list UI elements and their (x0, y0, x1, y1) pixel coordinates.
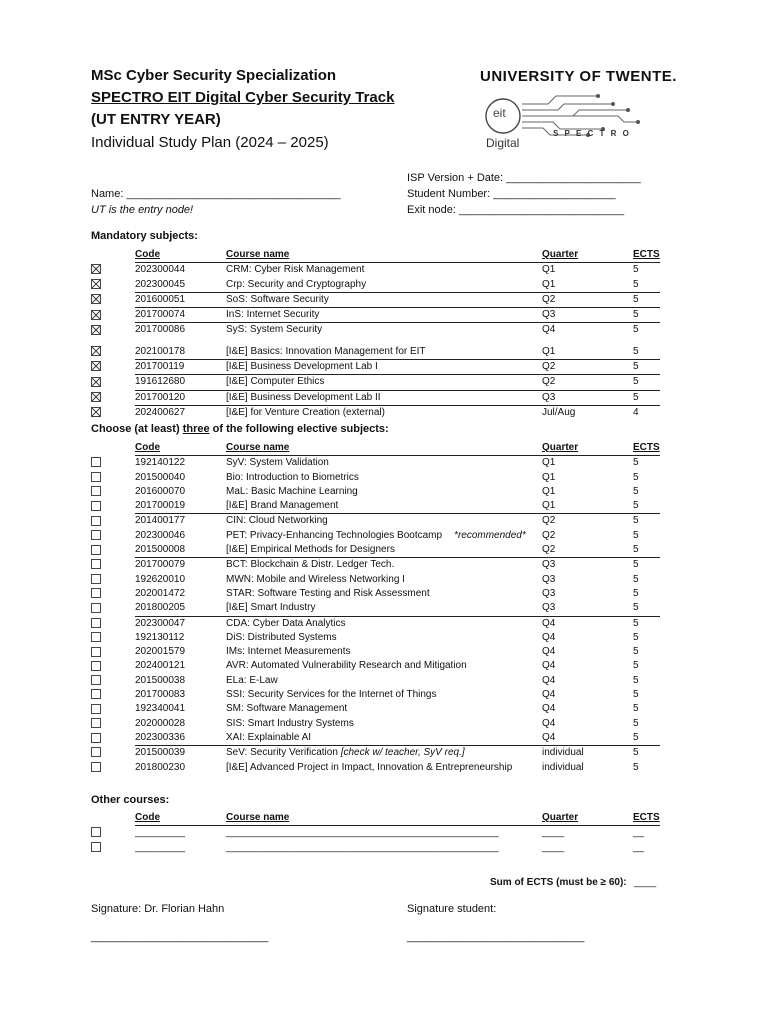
course-name: MWN: Mobile and Wireless Networking I (226, 573, 405, 585)
course-quarter: Jul/Aug (542, 406, 576, 418)
course-ects: 5 (633, 660, 639, 672)
table-row (91, 278, 660, 293)
checkbox[interactable] (91, 661, 101, 671)
course-name: IMs: Internet Measurements (226, 646, 351, 658)
table-row (91, 345, 660, 360)
col-code-header: Code (135, 441, 226, 456)
course-code: 202300044 (135, 264, 186, 276)
course-code: 202400121 (135, 660, 186, 672)
course-code: 201700120 (135, 390, 226, 405)
table-row (91, 558, 660, 573)
course-quarter: Q4 (542, 674, 556, 686)
course-ects-blank[interactable]: __ (633, 841, 645, 853)
checkbox[interactable] (91, 842, 101, 852)
checkbox-checked[interactable] (91, 377, 101, 387)
checkbox-checked[interactable] (91, 310, 101, 320)
checkbox[interactable] (91, 501, 101, 511)
course-name: SeV: Security Verification [check w/ teacher, SyV req.] (226, 747, 465, 759)
course-quarter: Q2 (542, 529, 556, 541)
course-code-blank[interactable]: _________ (135, 827, 186, 839)
table-row (91, 826, 660, 841)
checkbox[interactable] (91, 747, 101, 757)
course-code: 201600070 (135, 485, 186, 497)
course-quarter: Q2 (542, 543, 633, 558)
table-header-row (91, 441, 660, 456)
course-quarter: Q1 (542, 278, 633, 293)
university-name: UNIVERSITY OF TWENTE. (480, 68, 677, 85)
course-code: 201800205 (135, 601, 226, 616)
checkbox-checked[interactable] (91, 325, 101, 335)
checkbox[interactable] (91, 689, 101, 699)
col-quarter-header: Quarter (542, 441, 633, 456)
course-code: 192340041 (135, 703, 186, 715)
course-quarter: Q4 (542, 731, 633, 746)
course-name: SSI: Security Services for the Internet of Things (226, 689, 437, 701)
table-row (91, 631, 660, 645)
course-quarter: individual (542, 761, 584, 773)
checkbox[interactable] (91, 632, 101, 642)
checkbox-checked[interactable] (91, 279, 101, 289)
course-ects: 5 (633, 761, 639, 773)
course-name: [I&E] Computer Ethics (226, 375, 542, 390)
course-quarter: Q4 (542, 631, 556, 643)
course-code: 201800230 (135, 761, 186, 773)
checkbox[interactable] (91, 647, 101, 657)
course-quarter: Q3 (542, 587, 556, 599)
course-name: SIS: Smart Industry Systems (226, 717, 354, 729)
table-header-row (91, 811, 660, 826)
course-ects: 5 (633, 559, 639, 571)
course-name: [I&E] Smart Industry (226, 601, 542, 616)
table-row (91, 761, 660, 775)
course-ects: 5 (633, 485, 639, 497)
course-code: 191612680 (135, 375, 226, 390)
table-row (91, 543, 660, 558)
course-name: CDA: Cyber Data Analytics (226, 617, 346, 629)
table-row (91, 471, 660, 485)
course-quarter: Q3 (542, 573, 556, 585)
course-ects: 5 (633, 292, 660, 307)
course-ects: 5 (633, 689, 639, 701)
course-name: [I&E] for Venture Creation (external) (226, 406, 385, 418)
col-code-header: Code (135, 248, 226, 263)
course-name: [I&E] Brand Management (226, 499, 542, 514)
course-name-blank[interactable]: _________________________________________________ (226, 827, 499, 839)
course-ects: 5 (633, 529, 639, 541)
course-quarter: Q3 (542, 601, 633, 616)
course-quarter: Q2 (542, 515, 556, 527)
course-name: DiS: Distributed Systems (226, 631, 337, 643)
course-code: 201700083 (135, 689, 186, 701)
course-quarter-blank[interactable]: ____ (542, 841, 565, 853)
col-name-header: Course name (226, 811, 542, 826)
course-ects: 5 (633, 471, 639, 483)
col-ects-header: ECTS (633, 248, 660, 263)
table-row (91, 499, 660, 514)
course-name: MaL: Basic Machine Learning (226, 485, 358, 497)
course-ects: 5 (633, 617, 639, 629)
course-name: [I&E] Business Development Lab II (226, 390, 542, 405)
course-quarter: Q4 (542, 324, 556, 336)
course-ects: 5 (633, 543, 660, 558)
signature-supervisor-line[interactable]: _____________________________ (91, 931, 269, 943)
checkbox[interactable] (91, 827, 101, 837)
table-row (91, 587, 660, 601)
course-code: 201700119 (135, 360, 226, 375)
checkbox[interactable] (91, 762, 101, 772)
course-quarter: Q1 (542, 471, 556, 483)
checkbox[interactable] (91, 603, 101, 613)
ects-sum-field[interactable]: ____ (634, 877, 657, 888)
course-ects: 5 (633, 703, 639, 715)
col-quarter-header: Quarter (542, 811, 633, 826)
course-quarter: Q2 (542, 375, 633, 390)
checkbox-checked[interactable] (91, 407, 101, 417)
course-quarter: Q2 (542, 292, 633, 307)
course-code: 202300047 (135, 617, 186, 629)
table-row (91, 308, 660, 323)
course-quarter: Q2 (542, 360, 633, 375)
checkbox-checked[interactable] (91, 346, 101, 356)
course-name: [I&E] Empirical Methods for Designers (226, 543, 542, 558)
course-name-blank[interactable]: _________________________________________________ (226, 841, 499, 853)
course-code: 192140122 (135, 457, 186, 469)
exit-node-field[interactable]: Exit node: ___________________________ (407, 204, 625, 216)
course-ects: 5 (633, 674, 639, 686)
course-name: STAR: Software Testing and Risk Assessment (226, 587, 430, 599)
course-code: 201500039 (135, 747, 186, 759)
course-code: 202001579 (135, 646, 186, 658)
digital-text: Digital (486, 136, 520, 150)
signature-student-label: Signature student: (407, 903, 497, 915)
col-ects-header: ECTS (633, 441, 660, 456)
table-row (91, 375, 660, 390)
checkbox[interactable] (91, 486, 101, 496)
course-quarter: Q1 (542, 485, 556, 497)
table-row (91, 746, 660, 761)
checkbox-checked[interactable] (91, 264, 101, 274)
other-courses-table (91, 811, 660, 855)
course-ects: 5 (633, 573, 639, 585)
course-quarter: Q1 (542, 264, 556, 276)
course-code: 201700079 (135, 559, 186, 571)
table-row (91, 323, 660, 338)
table-header-row (91, 248, 660, 263)
course-name: XAI: Explainable AI (226, 731, 542, 746)
col-code-header: Code (135, 811, 226, 826)
table-row (91, 360, 660, 375)
table-row (91, 573, 660, 587)
course-code: 202400627 (135, 406, 186, 418)
checkbox-checked[interactable] (91, 361, 101, 371)
course-ects: 5 (633, 717, 639, 729)
col-quarter-header: Quarter (542, 248, 633, 263)
course-ects: 5 (633, 731, 660, 746)
course-name: CIN: Cloud Networking (226, 515, 328, 527)
course-ects: 5 (633, 345, 660, 360)
other-courses-title: Other courses: (91, 794, 170, 806)
course-quarter: Q4 (542, 646, 556, 658)
course-ects: 5 (633, 390, 660, 405)
checkbox[interactable] (91, 530, 101, 540)
name-field[interactable]: Name: ___________________________________ (91, 188, 341, 200)
isp-version-field[interactable]: ISP Version + Date: ______________________ (407, 172, 641, 184)
signature-student-line[interactable]: _____________________________ (407, 931, 585, 943)
course-quarter: Q4 (542, 660, 556, 672)
course-name: PET: Privacy-Enhancing Technologies Bootcamp *recommended* (226, 529, 526, 541)
recommended-tag: *recommended* (454, 529, 526, 541)
course-quarter: Q1 (542, 499, 633, 514)
course-name: SyV: System Validation (226, 457, 329, 469)
table-row (91, 674, 660, 688)
table-row (91, 292, 660, 307)
course-ects: 5 (633, 375, 660, 390)
checkbox-checked[interactable] (91, 294, 101, 304)
course-quarter: Q4 (542, 617, 556, 629)
table-row (91, 485, 660, 499)
course-ects: 5 (633, 457, 639, 469)
course-ects-blank[interactable]: __ (633, 827, 645, 839)
elective-title: Choose (at least) three of the following elective subjects: (91, 423, 389, 435)
checkbox[interactable] (91, 574, 101, 584)
course-quarter: Q3 (542, 308, 633, 323)
doc-title-line3: (UT ENTRY YEAR) (91, 111, 221, 128)
table-row (91, 390, 660, 405)
table-row (91, 841, 660, 855)
col-ects-header: ECTS (633, 811, 660, 826)
course-name: Crp: Security and Cryptography (226, 278, 542, 293)
course-name: InS: Internet Security (226, 308, 542, 323)
course-quarter: Q3 (542, 390, 633, 405)
mandatory-title: Mandatory subjects: (91, 230, 198, 242)
mandatory-table (91, 248, 660, 420)
course-ects: 5 (633, 499, 660, 514)
course-name: ELa: E-Law (226, 674, 278, 686)
spectro-text: S P E C T R O (553, 129, 631, 138)
course-name: Bio: Introduction to Biometrics (226, 471, 359, 483)
course-name: [I&E] Advanced Project in Impact, Innovation & Entrepreneurship (226, 761, 513, 773)
doc-title-line4: Individual Study Plan (2024 – 2025) (91, 134, 329, 151)
checkbox[interactable] (91, 718, 101, 728)
course-ects: 5 (633, 264, 639, 276)
table-row (91, 514, 660, 529)
checkbox-checked[interactable] (91, 392, 101, 402)
course-ects: 5 (633, 278, 660, 293)
course-quarter: Q3 (542, 559, 556, 571)
course-ects: 5 (633, 601, 660, 616)
checkbox[interactable] (91, 704, 101, 714)
entry-note: UT is the entry node! (91, 204, 194, 216)
table-row (91, 659, 660, 673)
course-code: 201400177 (135, 515, 186, 527)
checkbox[interactable] (91, 588, 101, 598)
course-code: 192130112 (135, 631, 185, 643)
doc-title-line2: SPECTRO EIT Digital Cyber Security Track (91, 89, 395, 106)
elective-table (91, 441, 660, 775)
table-row (91, 688, 660, 702)
course-code: 201500008 (135, 543, 226, 558)
course-code: 202300046 (135, 529, 186, 541)
course-code: 201500038 (135, 674, 186, 686)
course-quarter: Q1 (542, 345, 633, 360)
course-ects: 5 (633, 631, 639, 643)
course-code: 202100178 (135, 345, 226, 360)
course-ects: 5 (633, 360, 660, 375)
course-code: 202300336 (135, 731, 226, 746)
university-logo (478, 66, 677, 154)
course-code: 202000028 (135, 717, 186, 729)
course-name: SM: Software Management (226, 703, 348, 715)
col-name-header: Course name (226, 441, 542, 456)
course-quarter-blank[interactable]: ____ (542, 827, 565, 839)
course-name: CRM: Cyber Risk Management (226, 264, 365, 276)
checkbox[interactable] (91, 457, 101, 467)
course-quarter: individual (542, 747, 584, 759)
course-name: SoS: Software Security (226, 292, 542, 307)
checkbox[interactable] (91, 516, 101, 526)
course-name: BCT: Blockchain & Distr. Ledger Tech. (226, 559, 395, 571)
course-ects: 5 (633, 308, 660, 323)
course-code: 202300045 (135, 278, 226, 293)
course-ects: 4 (633, 406, 639, 418)
checkbox[interactable] (91, 733, 101, 743)
course-code-blank[interactable]: _________ (135, 841, 186, 853)
table-row (91, 456, 660, 471)
course-code: 201500040 (135, 471, 186, 483)
course-quarter: Q4 (542, 717, 556, 729)
course-quarter: Q4 (542, 689, 556, 701)
course-ects: 5 (633, 587, 639, 599)
table-row (91, 529, 660, 543)
course-code: 201700074 (135, 308, 226, 323)
checkbox[interactable] (91, 675, 101, 685)
table-row (91, 263, 660, 278)
table-row (91, 702, 660, 716)
course-ects: 5 (633, 747, 639, 759)
course-code: 202001472 (135, 587, 186, 599)
course-quarter: Q4 (542, 703, 556, 715)
course-name: AVR: Automated Vulnerability Research and Mitigation (226, 660, 467, 672)
table-row (91, 717, 660, 731)
checkbox[interactable] (91, 472, 101, 482)
table-row (91, 601, 660, 616)
course-code: 201700019 (135, 499, 226, 514)
course-ects: 5 (633, 646, 639, 658)
checkbox[interactable] (91, 618, 101, 628)
table-row (91, 405, 660, 420)
eit-text: eit (493, 106, 506, 120)
signature-supervisor-label: Signature: Dr. Florian Hahn (91, 903, 225, 915)
col-name-header: Course name (226, 248, 542, 263)
course-code: 192620010 (135, 573, 186, 585)
course-name: [I&E] Business Development Lab I (226, 360, 542, 375)
table-row (91, 731, 660, 746)
course-ects: 5 (633, 515, 639, 527)
table-row (91, 645, 660, 659)
student-number-field[interactable]: Student Number: ____________________ (407, 188, 616, 200)
course-name: SyS: System Security (226, 324, 323, 336)
course-code: 201600051 (135, 292, 226, 307)
table-row (91, 616, 660, 631)
doc-title-line1: MSc Cyber Security Specialization (91, 67, 337, 84)
course-code: 201700086 (135, 324, 186, 336)
course-name: [I&E] Basics: Innovation Management for EIT (226, 345, 542, 360)
checkbox[interactable] (91, 545, 101, 555)
course-ects: 5 (633, 324, 639, 336)
ects-sum-label: Sum of ECTS (must be ≥ 60): (490, 877, 627, 888)
course-quarter: Q1 (542, 457, 556, 469)
checkbox[interactable] (91, 559, 101, 569)
